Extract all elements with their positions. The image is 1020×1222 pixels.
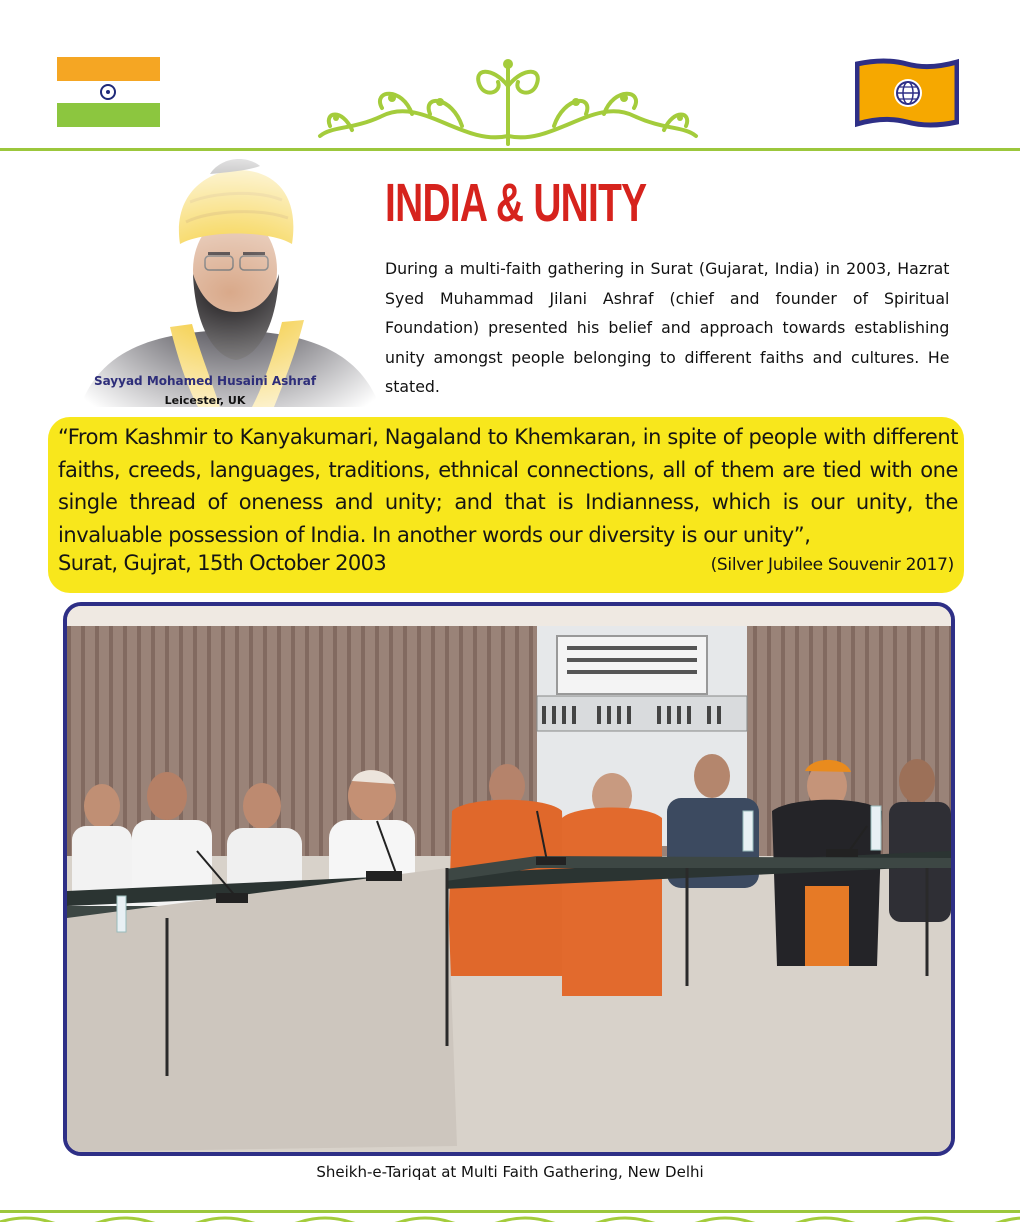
photo-caption: Sheikh-e-Tariqat at Multi Faith Gathering, New Delhi: [316, 1163, 704, 1181]
meeting-photo: [63, 602, 955, 1156]
foundation-globe-flag-icon: [855, 58, 959, 128]
intro-paragraph: During a multi-faith gathering in Surat (Gujarat, India) in 2003, Hazrat Syed Muhammad Jilani Ashraf (chief and founder of Spiritual Foundation) presented his belief and approach towards establishing unity amongst people belonging to different faiths and cultures. He stated.: [385, 259, 950, 396]
india-flag-icon: [57, 57, 160, 127]
portrait-photo: [60, 152, 400, 407]
footer-ornament-icon: [0, 1214, 1020, 1222]
quote-text: “From Kashmir to Kanyakumari, Nagaland to Khemkaran, in spite of people with different faiths, creeds, languages, traditions, ethnical connections, all of them are tied with one single thread of oneness and unity; and that is Indianness, which is our unity, the invaluable possession of India. In another words our diversity is our unity”,: [58, 425, 958, 547]
quote-footer: [58, 551, 954, 583]
portrait-caption-name: Sayyad Mohamed Husaini Ashraf: [93, 374, 317, 388]
portrait-caption-place: Leicester, UK: [164, 394, 246, 407]
page-title: INDIA & UNITY: [385, 173, 647, 233]
meeting-photo-illustration: [67, 606, 951, 1152]
quote-source: (Silver Jubilee Souvenir 2017): [710, 555, 954, 575]
quote-place-date: Surat, Gujrat, 15th October 2003: [58, 551, 387, 575]
floral-ornament-icon: [312, 56, 704, 148]
header-divider: [0, 148, 1020, 151]
footer-divider: [0, 1210, 1020, 1213]
